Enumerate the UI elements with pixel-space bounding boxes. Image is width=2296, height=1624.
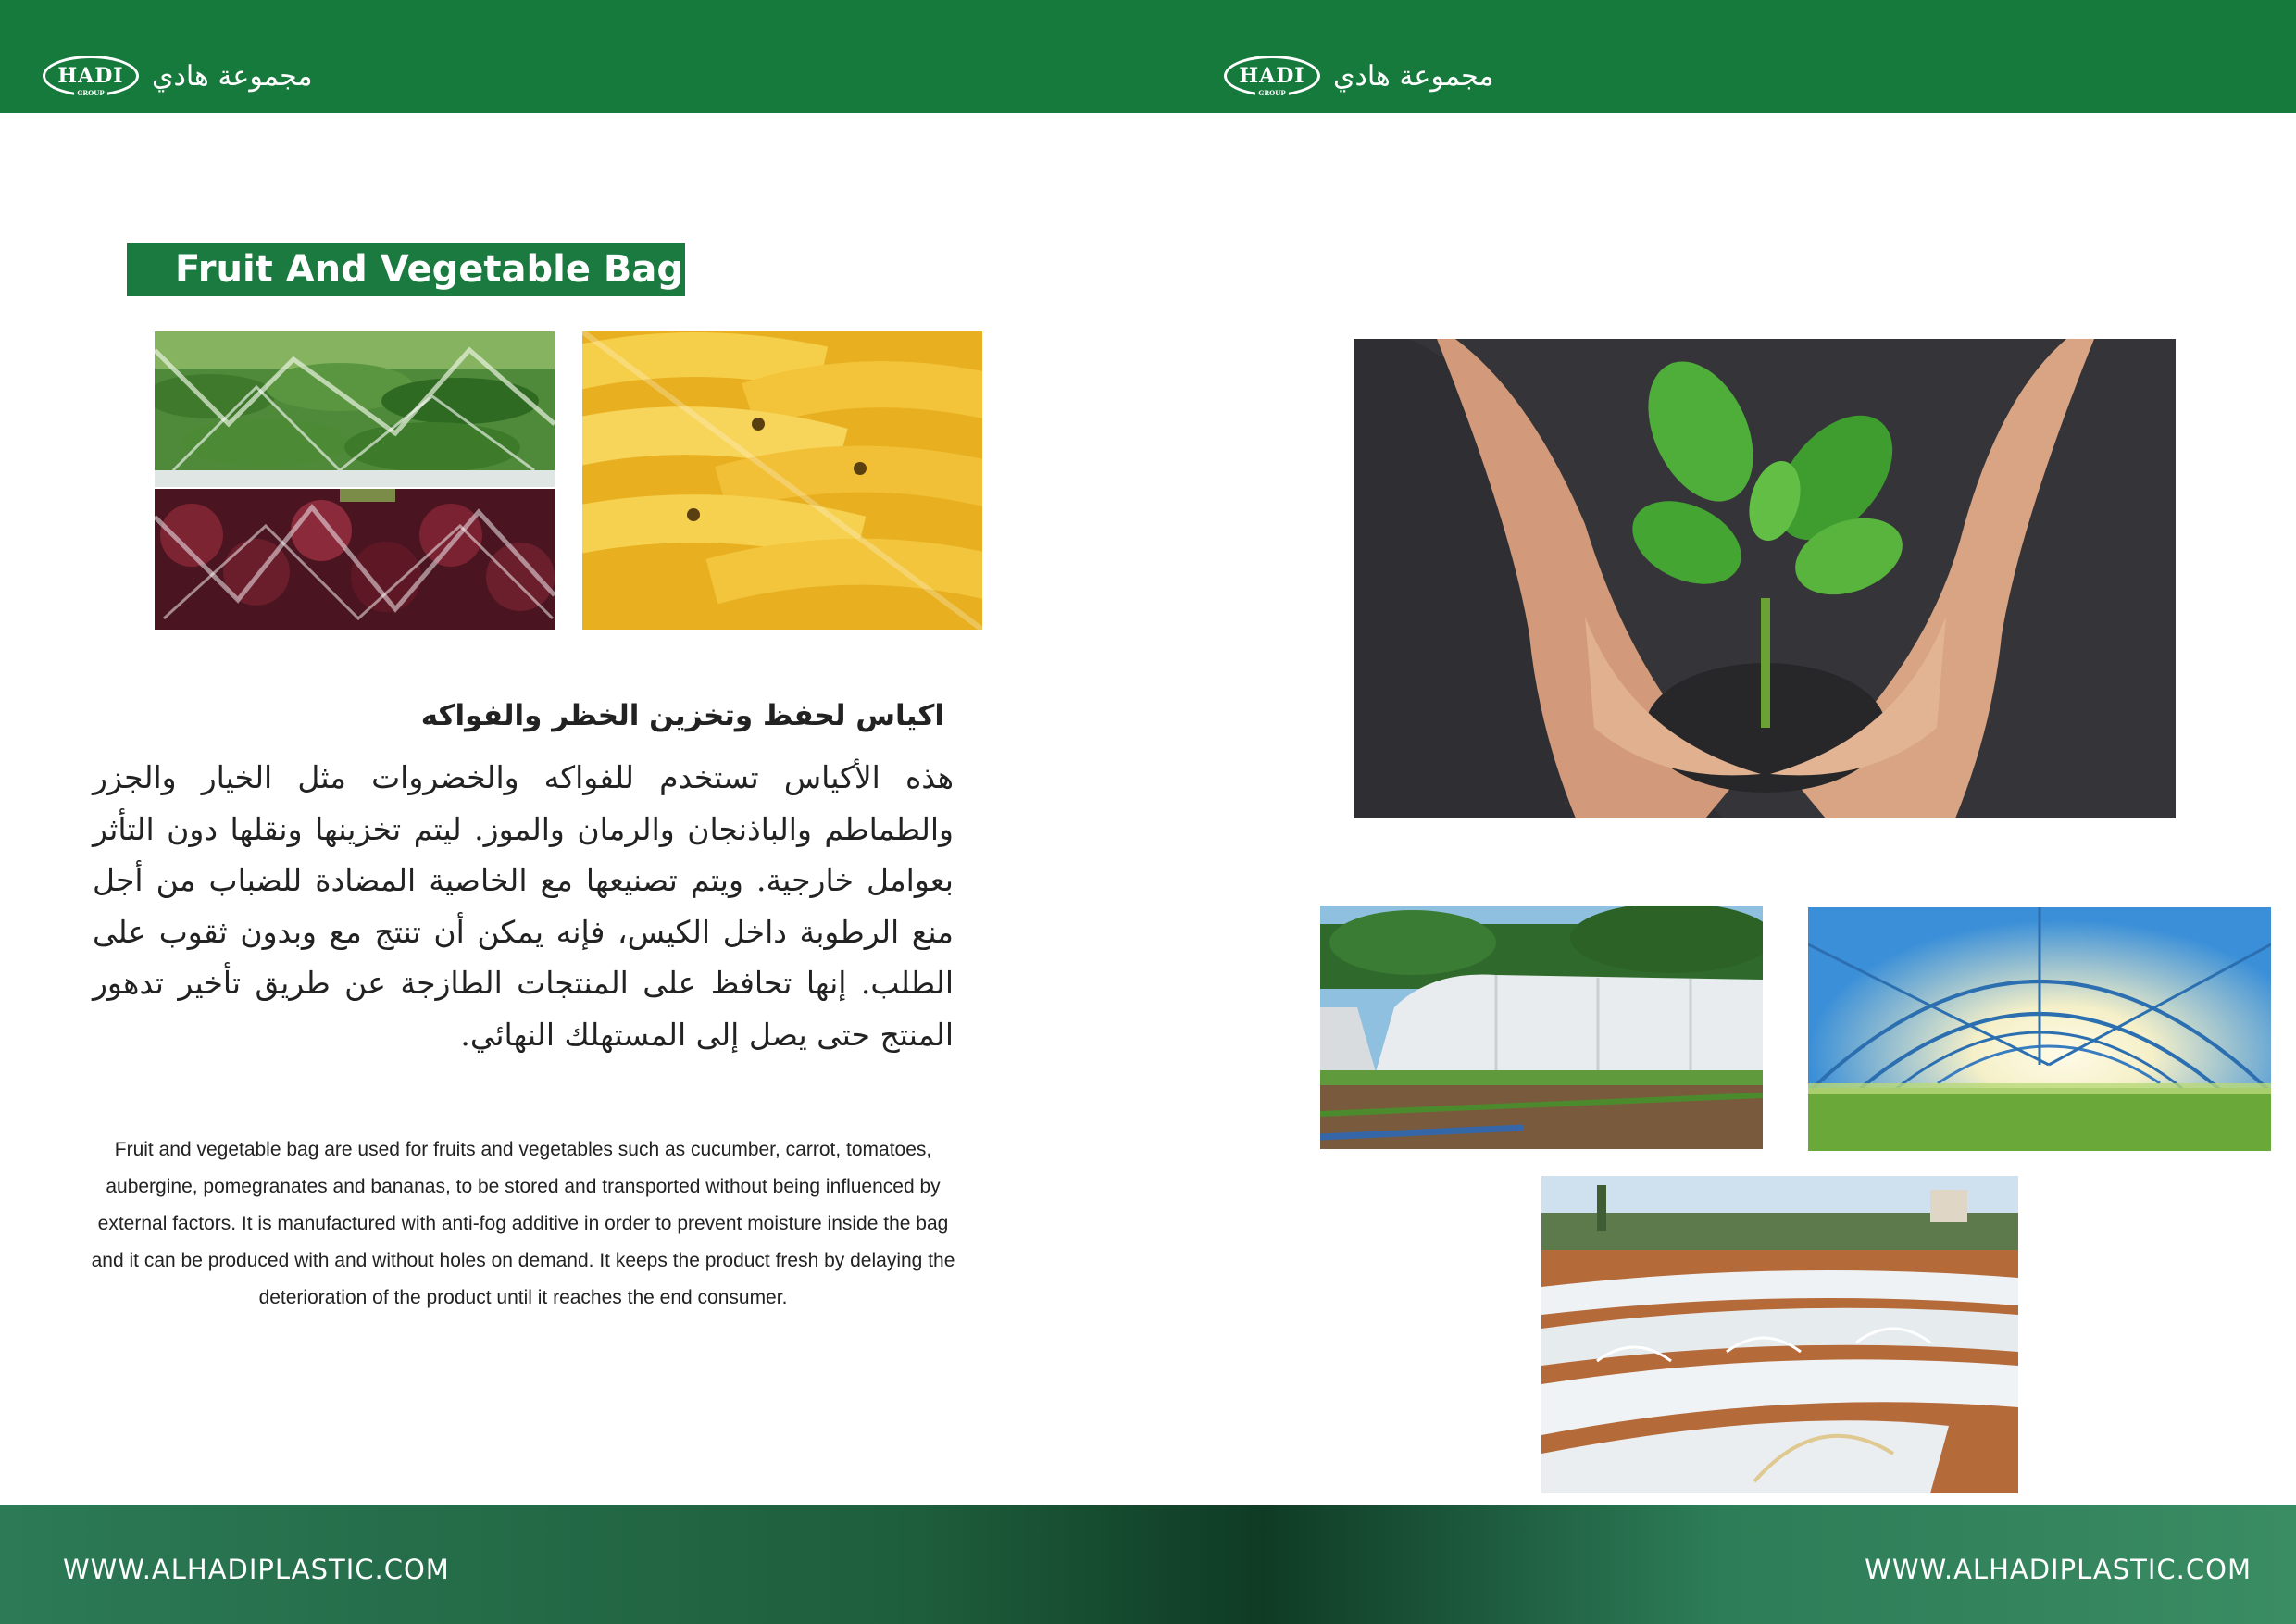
hadi-logo-icon: HADI GROUP — [43, 56, 139, 96]
arabic-paragraph: هذه الأكياس تستخدم للفواكه والخضروات مثل الخيار والجزر والطماطم والباذنجان والرمان والموز. ليتم تخزينها ونقلها دون التأثر بعوامل خارجية. ويتم تصنيعها مع الخاصية المضادة للضباب من أجل منع الرطوبة داخل الكيس، فإنه يمكن أن تنتج مع وبدون ثقوب على الطلب. إنها تحافظ على المنتجات الطازجة عن طريق تأخير تدهور المنتج حتى يصل إلى المستهلك النهائي. — [93, 759, 954, 1053]
greenhouse-field-photo — [1320, 906, 1763, 1149]
banana-bag-photo — [582, 331, 982, 630]
website-link-left[interactable]: WWW.ALHADIPLASTIC.COM — [63, 1554, 450, 1585]
greenhouse-interior-photo — [1808, 907, 2271, 1151]
low-tunnels-photo — [1541, 1176, 2018, 1493]
logo-arabic-text: مجموعة هادي — [1333, 59, 1494, 93]
logo-arabic-text: مجموعة هادي — [152, 59, 313, 93]
english-paragraph: Fruit and vegetable bag are used for fruits and vegetables such as cucumber, carrot, tomatoes, aubergine, pomegranates and bananas, to be stored and transported without being influenced by external factors. It is manufactured with anti-fog additive in order to prevent moisture inside the bag and it can be produced with and without holes on demand. It keeps the product fresh by delaying the deterioration of the product until it reaches the end consumer. — [91, 1139, 955, 1308]
hadi-logo-icon: HADI GROUP — [1224, 56, 1320, 96]
footer-bar — [0, 1505, 2296, 1624]
brand-logo-right[interactable] — [1224, 52, 1494, 100]
seedling-hands-photo — [1354, 339, 2176, 818]
brand-logo-left[interactable] — [43, 52, 313, 100]
pomegranate-bag-photo — [155, 489, 555, 630]
cucumber-bag-photo — [155, 331, 555, 487]
section-title: Fruit And Vegetable Bag — [127, 243, 685, 296]
arabic-heading: اكياس لحفظ وتخزين الخظر والفواكه — [420, 699, 944, 732]
website-link-right[interactable]: WWW.ALHADIPLASTIC.COM — [1865, 1554, 2252, 1585]
header-bar — [0, 0, 2296, 113]
